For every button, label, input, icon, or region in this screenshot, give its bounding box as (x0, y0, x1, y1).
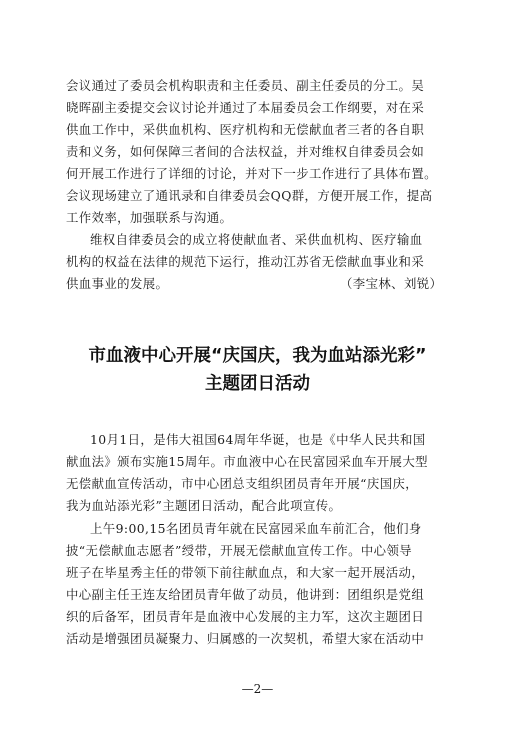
text-line: 活动是增强团员凝聚力、归属感的一次契机，希望大家在活动中 (66, 631, 425, 646)
article-title-line-2: 主题团日活动 (205, 374, 310, 394)
paragraph-committee-meeting (66, 76, 452, 236)
paragraph-committee-significance (66, 230, 452, 300)
text-line: 我为血站添光彩”主题团日活动，配合此项宣传。 (66, 498, 342, 513)
text-line: 责和义务，如何保障三者间的合法权益，并对维权自律委员会如 (66, 144, 425, 159)
text-line: 晓晖副主委提交会议讨论并通过了本届委员会工作纲要，对在采 (66, 100, 425, 115)
text-line: 上午9:00,15名团员青年就在民富园采血车前汇合，他们身 (90, 521, 422, 536)
text-line: 披“无偿献血志愿者”绶带，开展无偿献血宣传工作。中心领导 (66, 543, 413, 558)
text-line: 会议现场建立了通讯录和自律委员会QQ群，方便开展工作，提高 (66, 188, 433, 203)
text-line: 机构的权益在法律的规范下运行，推动江苏省无偿献血事业和采 (66, 254, 425, 269)
text-line: 工作效率，加强联系与沟通。 (66, 210, 233, 225)
text-line: 班子在毕星秀主任的带领下前往献血点，和大家一起开展活动， (66, 565, 425, 580)
text-line: 供血工作中，采供血机构、医疗机构和无偿献血者三者的各自职 (66, 122, 425, 137)
paragraph-morning-activity (66, 519, 452, 659)
article-title-line-1: 市血液中心开展“庆国庆，我为血站添光彩” (88, 346, 427, 366)
text-line: 供血事业的发展。 (66, 276, 169, 291)
text-line: 织的后备军，团员青年是血液中心发展的主力军，这次主题团日 (66, 609, 425, 624)
author-attribution: （李宝林、刘锐） (340, 276, 443, 291)
text-line: 何开展工作进行了详细的讨论，并对下一步工作进行了具体布置。 (66, 166, 437, 181)
text-line: 献血法》颁布实施15周年。市血液中心在民富园采血车开展大型 (66, 454, 428, 469)
text-line: 无偿献血宣传活动，市中心团总支组织团员青年开展“庆国庆， (66, 476, 419, 491)
paragraph-national-day (66, 430, 452, 520)
text-line: 中心副主任王连友给团员青年做了动员，他讲到：团组织是党组 (66, 587, 425, 602)
text-line: 维权自律委员会的成立将使献血者、采供血机构、医疗输血 (90, 232, 423, 247)
page-number: —2— (241, 682, 274, 696)
text-line: 10月1日，是伟大祖国64周年华诞，也是《中华人民共和国 (90, 432, 426, 447)
text-line: 会议通过了委员会机构职责和主任委员、副主任委员的分工。吴 (66, 78, 425, 93)
